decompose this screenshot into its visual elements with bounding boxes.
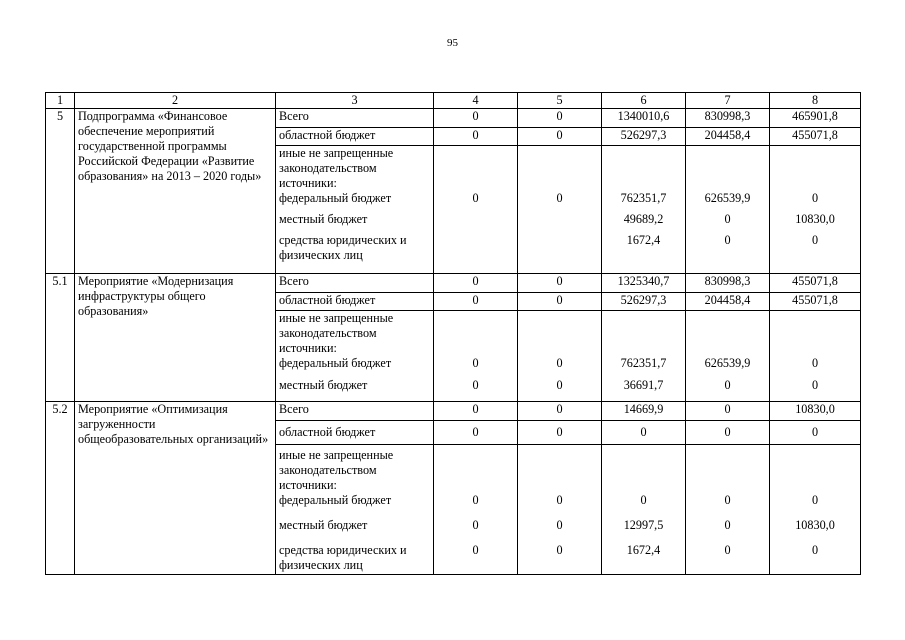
value-cell: 526297,3 bbox=[602, 128, 686, 146]
column-header: 7 bbox=[686, 93, 770, 109]
program-name: Мероприятие «Оптимизация загруженности общеобразовательных организаций» bbox=[75, 402, 276, 575]
source-label: Всего bbox=[276, 109, 434, 128]
source-label: областной бюджет bbox=[276, 293, 434, 311]
value-cell: 0 bbox=[434, 109, 518, 128]
value-cell: 0 bbox=[518, 274, 602, 293]
value-cell: 830998,3 bbox=[686, 274, 770, 293]
value-cell: 762351,7 49689,2 1672,4 bbox=[602, 146, 686, 274]
value-cell: 0 bbox=[518, 402, 602, 421]
table-row bbox=[46, 402, 861, 421]
value-cell: 0 bbox=[434, 293, 518, 311]
value-cell: 455071,8 bbox=[770, 128, 861, 146]
value-cell: 0 bbox=[770, 421, 861, 445]
column-header: 5 bbox=[518, 93, 602, 109]
program-name: Мероприятие «Модернизация инфраструктуры общего образования» bbox=[75, 274, 276, 402]
row-number: 5 bbox=[46, 109, 75, 274]
value-cell: 0 0 bbox=[518, 311, 602, 402]
other-sources-label: иные не запрещенные законодательством источники: bbox=[279, 146, 394, 190]
budget-table bbox=[45, 92, 861, 575]
value-cell: 0 0 0 bbox=[686, 445, 770, 575]
column-header: 2 bbox=[75, 93, 276, 109]
source-label: областной бюджет bbox=[276, 421, 434, 445]
source-label: местный бюджет bbox=[279, 518, 368, 532]
value-cell: 626539,9 0 0 bbox=[686, 146, 770, 274]
column-header: 6 bbox=[602, 93, 686, 109]
table-row bbox=[46, 109, 861, 128]
source-label: федеральный бюджет bbox=[279, 191, 392, 205]
value-cell: 10830,0 bbox=[770, 402, 861, 421]
value-cell: 0 bbox=[518, 128, 602, 146]
value-cell: 0 bbox=[518, 146, 602, 274]
source-breakdown bbox=[276, 146, 434, 274]
value-cell: 0 bbox=[518, 293, 602, 311]
source-label: местный бюджет bbox=[279, 212, 368, 226]
source-breakdown bbox=[276, 445, 434, 575]
table-row bbox=[46, 274, 861, 293]
value-cell: 204458,4 bbox=[686, 128, 770, 146]
column-header: 1 bbox=[46, 93, 75, 109]
value-cell: 0 bbox=[686, 421, 770, 445]
program-name: Подпрограмма «Финансовое обеспечение мероприятий государственной программы Российской Федерации «Развитие образования» на 2013 – 2020 годы» bbox=[75, 109, 276, 274]
value-cell: 830998,3 bbox=[686, 109, 770, 128]
header-row bbox=[46, 93, 861, 109]
row-number: 5.2 bbox=[46, 402, 75, 575]
column-header: 4 bbox=[434, 93, 518, 109]
value-cell: 0 0 0 bbox=[434, 445, 518, 575]
value-cell: 0 bbox=[602, 421, 686, 445]
value-cell: 526297,3 bbox=[602, 293, 686, 311]
value-cell: 0 12997,5 1672,4 bbox=[602, 445, 686, 575]
value-cell: 0 bbox=[434, 128, 518, 146]
source-label: областной бюджет bbox=[276, 128, 434, 146]
source-label: местный бюджет bbox=[279, 378, 368, 392]
value-cell: 1340010,6 bbox=[602, 109, 686, 128]
value-cell: 455071,8 bbox=[770, 293, 861, 311]
value-cell: 0 bbox=[434, 402, 518, 421]
value-cell: 0 bbox=[434, 274, 518, 293]
source-label: средства юридических и физических лиц bbox=[279, 233, 407, 262]
row-number: 5.1 bbox=[46, 274, 75, 402]
page-number: 95 bbox=[447, 37, 458, 49]
column-header: 3 bbox=[276, 93, 434, 109]
source-label: федеральный бюджет bbox=[279, 356, 392, 370]
column-header: 8 bbox=[770, 93, 861, 109]
value-cell: 626539,9 0 bbox=[686, 311, 770, 402]
source-breakdown bbox=[276, 311, 434, 402]
value-cell: 0 bbox=[686, 402, 770, 421]
source-label: Всего bbox=[276, 274, 434, 293]
value-cell: 204458,4 bbox=[686, 293, 770, 311]
value-cell: 1325340,7 bbox=[602, 274, 686, 293]
source-label: федеральный бюджет bbox=[279, 493, 392, 507]
value-cell: 0 0 bbox=[434, 311, 518, 402]
value-cell: 0 bbox=[518, 421, 602, 445]
value-cell: 0 10830,0 0 bbox=[770, 445, 861, 575]
value-cell: 14669,9 bbox=[602, 402, 686, 421]
value-cell: 0 10830,0 0 bbox=[770, 146, 861, 274]
source-label: средства юридических и физических лиц bbox=[279, 543, 407, 572]
value-cell: 0 0 0 bbox=[518, 445, 602, 575]
value-cell: 0 bbox=[518, 109, 602, 128]
value-cell: 0 0 bbox=[770, 311, 861, 402]
value-cell: 465901,8 bbox=[770, 109, 861, 128]
other-sources-label: иные не запрещенные законодательством источники: bbox=[279, 311, 394, 355]
value-cell: 0 bbox=[434, 421, 518, 445]
value-cell: 0 bbox=[434, 146, 518, 274]
source-label: Всего bbox=[276, 402, 434, 421]
value-cell: 762351,7 36691,7 bbox=[602, 311, 686, 402]
value-cell: 455071,8 bbox=[770, 274, 861, 293]
other-sources-label: иные не запрещенные законодательством источники: bbox=[279, 448, 394, 492]
